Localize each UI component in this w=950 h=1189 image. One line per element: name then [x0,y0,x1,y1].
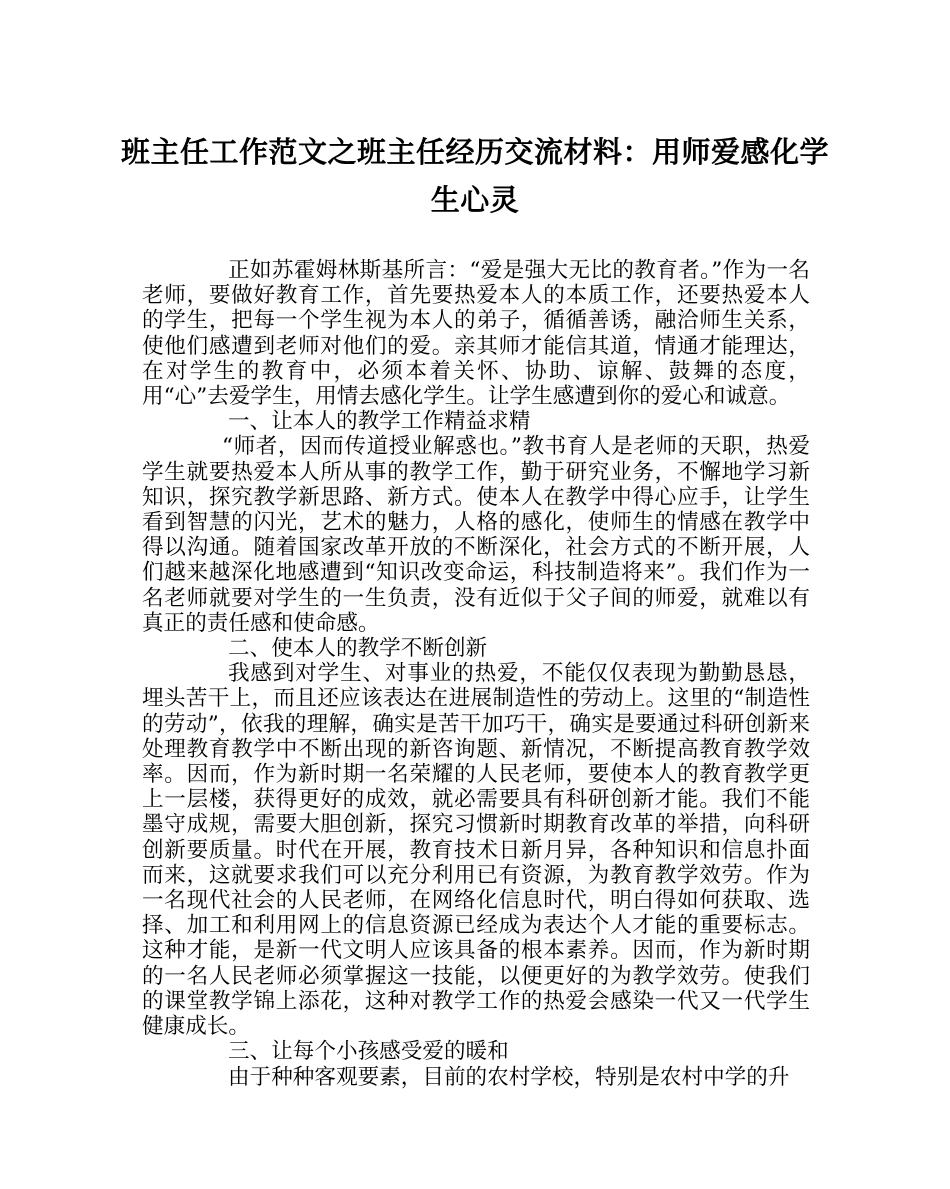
paragraph-section-3: 由于种种客观要素，目前的农村学校，特别是农村中学的升 [228,1064,790,1090]
paragraph-section-1: “师者，因而传道授业解惑也。”教书育人是老师的天职，热爱学生就要热爱本人所从事的教学工作，勤于研究业务，不懈地学习新知识，探究教学新思路、新方式。使本人在教学中得心应手，让学生看到智慧的闪光，艺术的魅力，人格的感化，使师生的情感在教学中得以沟通。随着国家改革开放的不断深化，社会方式的不断开展，人们越来越深化地感遭到“知识改变命运，科技制造将来”。我们作为一名老师就要对学生的一生负责，没有近似于父子间的师爱，就难以有真正的责任感和使命感。 [142,434,810,636]
paragraph-intro: 正如苏霍姆林斯基所言：“爱是强大无比的教育者。”作为一名老师，要做好教育工作，首先要热爱本人的本质工作，还要热爱本人的学生，把每一个学生视为本人的弟子，循循善诱，融洽师生关系，使他们感遭到老师对他们的爱。亲其师才能信其道，情通才能理达，在对学生的教育中，必须本着关怀、协助、谅解、鼓舞的态度，用“心”去爱学生，用情去感化学生。让学生感遭到你的爱心和诚意。 [142,258,810,410]
paragraph-section-2: 我感到对学生、对事业的热爱，不能仅仅表现为勤勤恳恳，埋头苦干上，而且还应该表达在进展制造性的劳动上。这里的“制造性的劳动”，依我的理解，确实是苦干加巧干，确实是要通过科研创新来处理教育教学中不断出现的新咨询题、新情况，不断提高教育教学效率。因而，作为新时期一名荣耀的人民老师，要使本人的教育教学更上一层楼，获得更好的成效，就必需要具有科研创新才能。我们不能墨守成规，需要大胆创新，探究习惯新时期教育改革的举措，向科研创新要质量。时代在开展，教育技术日新月异，各种知识和信息扑面而来，这就要求我们可以充分利用已有资源，为教育教学效劳。作为一名现代社会的人民老师，在网络化信息时代，明白得如何获取、选择、加工和利用网上的信息资源已经成为表达个人才能的重要标志。这种才能，是新一代文明人应该具备的根本素养。因而，作为新时期的一名人民老师必须掌握这一技能，以便更好的为教学效劳。使我们的课堂教学锦上添花，这种对教学工作的热爱会感染一代又一代学生健康成长。 [142,661,810,1040]
section-heading-3: 三、让每个小孩感受爱的暖和 [228,1039,509,1065]
document-body [142,258,810,1090]
document-title: 班主任工作范文之班主任经历交流材料：用师爱感化学生心灵 [120,135,829,217]
section-heading-1: 一、让本人的教学工作精益求精 [228,409,531,435]
section-heading-2: 二、使本人的教学不断创新 [228,636,488,662]
